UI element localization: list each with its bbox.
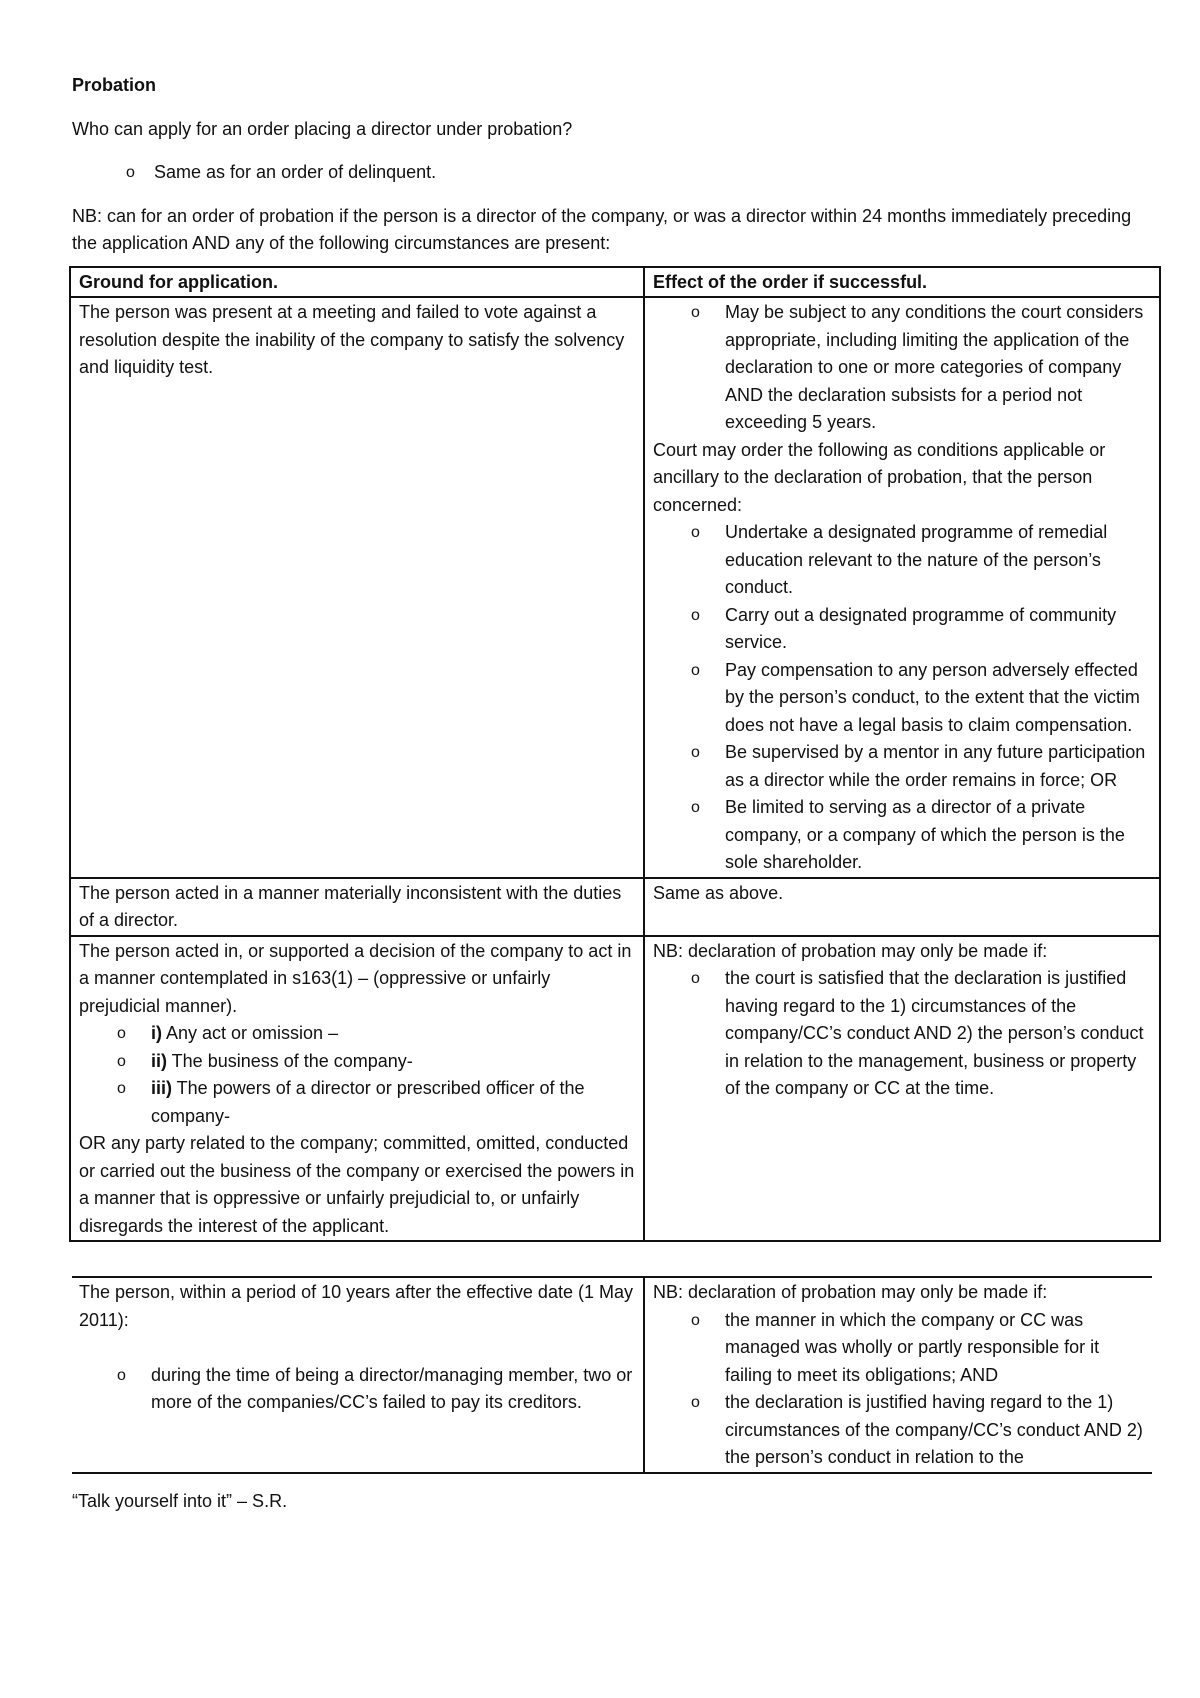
list-item: o ii) The business of the company- <box>79 1048 635 1076</box>
ground-cell: The person was present at a meeting and failed to vote against a resolution despite the inability of the company to satisfy the solvency and liquidity test. <box>70 297 644 878</box>
ground-list <box>79 1362 635 1417</box>
list-item: o May be subject to any conditions the court considers appropriate, including limiting the application of the declaration to one or more categories of company AND the declaration subsists for a period not exceeding 5 years. <box>653 299 1151 437</box>
effect-list <box>653 1307 1151 1472</box>
footer-quote: “Talk yourself into it” – S.R. <box>72 1491 288 1511</box>
bullet-icon: o <box>691 524 700 541</box>
table-row <box>70 936 1160 1242</box>
effect-cell: Same as above. <box>644 878 1160 936</box>
list-item: o Undertake a designated programme of remedial education relevant to the nature of the person’s conduct. <box>653 519 1151 602</box>
document-page <box>72 72 1152 1516</box>
effect-cell: NB: declaration of probation may only be made if: o the court is satisfied that the declaration is justified having regard to the 1) circumstances of the company/CC’s conduct AND 2) the person’s conduct in relation to the management, business or property of the company or CC at the time. <box>644 936 1160 1242</box>
bullet-icon: o <box>691 304 700 321</box>
bullet-icon: o <box>117 1025 126 1042</box>
header-effect: Effect of the order if successful. <box>644 267 1160 298</box>
bullet-icon: o <box>691 1311 700 1329</box>
effect-list <box>653 965 1151 1103</box>
grounds-table <box>69 266 1161 1243</box>
list-item: o the court is satisfied that the declaration is justified having regard to the 1) circumstances of the company/CC’s conduct AND 2) the person’s conduct in relation to the management, business or property of the company or CC at the time. <box>653 965 1151 1103</box>
list-item: o during the time of being a director/managing member, two or more of the companies/CC’s failed to pay its creditors. <box>79 1362 635 1417</box>
page-title: Probation <box>72 75 156 95</box>
powers-list <box>79 1020 635 1130</box>
table-row <box>70 297 1160 878</box>
bullet-icon: o <box>117 1080 126 1097</box>
ground-cell: The person, within a period of 10 years after the effective date (1 May 2011): o during the time of being a director/managing member, two or more of the companies/CC’s failed to pay its creditors. <box>72 1277 644 1473</box>
list-item: o iii) The powers of a director or prescribed officer of the company- <box>79 1075 635 1130</box>
bullet-icon: o <box>126 164 135 181</box>
bullet-icon: o <box>691 1394 700 1411</box>
effect-cell: NB: declaration of probation may only be made if: o the manner in which the company or CC was managed was wholly or partly responsible for it failing to meet its obligations; AND o the declaration is justified having regard to the 1) circumstances of the company/CC’s conduct AND 2) the person’s conduct in relation to the <box>644 1277 1152 1473</box>
table-row <box>70 878 1160 936</box>
bullet-icon: o <box>691 970 700 987</box>
nb-note: NB: can for an order of probation if the person is a director of the company, or was a director within 24 months immediately preceding the application AND any of the following circumstances are present: <box>72 205 1132 253</box>
bullet-icon: o <box>117 1052 126 1070</box>
effect-cell <box>644 297 1160 878</box>
second-table-wrapper <box>72 1276 1152 1482</box>
list-item: o i) Any act or omission – <box>79 1020 635 1048</box>
intro-list <box>72 159 1152 187</box>
table-row <box>72 1277 1152 1473</box>
list-item: o Pay compensation to any person adversely effected by the person’s conduct, to the extent that the victim does not have a legal basis to claim compensation. <box>653 657 1151 740</box>
list-item: o Carry out a designated programme of community service. <box>653 602 1151 657</box>
list-item: o Same as for an order of delinquent. <box>72 159 1152 187</box>
list-item: o Be limited to serving as a director of a private company, or a company of which the person is the sole shareholder. <box>653 794 1151 877</box>
bullet-icon: o <box>691 799 700 816</box>
second-table <box>72 1276 1152 1474</box>
conditions-list <box>653 519 1151 877</box>
ground-cell: The person acted in, or supported a decision of the company to act in a manner contemplated in s163(1) – (oppressive or unfairly prejudicial manner). o i) Any act or omission – o ii) The business of the company- o iii) The powers of a director or prescribed officer of the company- OR any party related to the company; committed, omitted, conducted or carried out the business of the company or exercised the powers in a manner that is oppressive or unfairly prejudicial to, or unfairly disregards the interest of the applicant. <box>70 936 644 1242</box>
bullet-icon: o <box>691 606 700 624</box>
effect-text: Court may order the following as conditions applicable or ancillary to the declaration of probation, that the person concerned: <box>653 439 1106 515</box>
header-ground: Ground for application. <box>70 267 644 298</box>
list-item: o the manner in which the company or CC was managed was wholly or partly responsible for it failing to meet its obligations; AND <box>653 1307 1151 1390</box>
list-item: o the declaration is justified having regard to the 1) circumstances of the company/CC’s conduct AND 2) the person’s conduct in relation to the <box>653 1389 1151 1472</box>
bullet-icon: o <box>691 744 700 761</box>
list-item: o Be supervised by a mentor in any future participation as a director while the order remains in force; OR <box>653 739 1151 794</box>
effect-list <box>653 299 1151 437</box>
ground-cell: The person acted in a manner materially inconsistent with the duties of a director. <box>70 878 644 936</box>
question-text: Who can apply for an order placing a director under probation? <box>72 118 573 139</box>
bullet-icon: o <box>117 1366 126 1384</box>
table-header-row <box>70 267 1160 298</box>
bullet-icon: o <box>691 661 700 679</box>
